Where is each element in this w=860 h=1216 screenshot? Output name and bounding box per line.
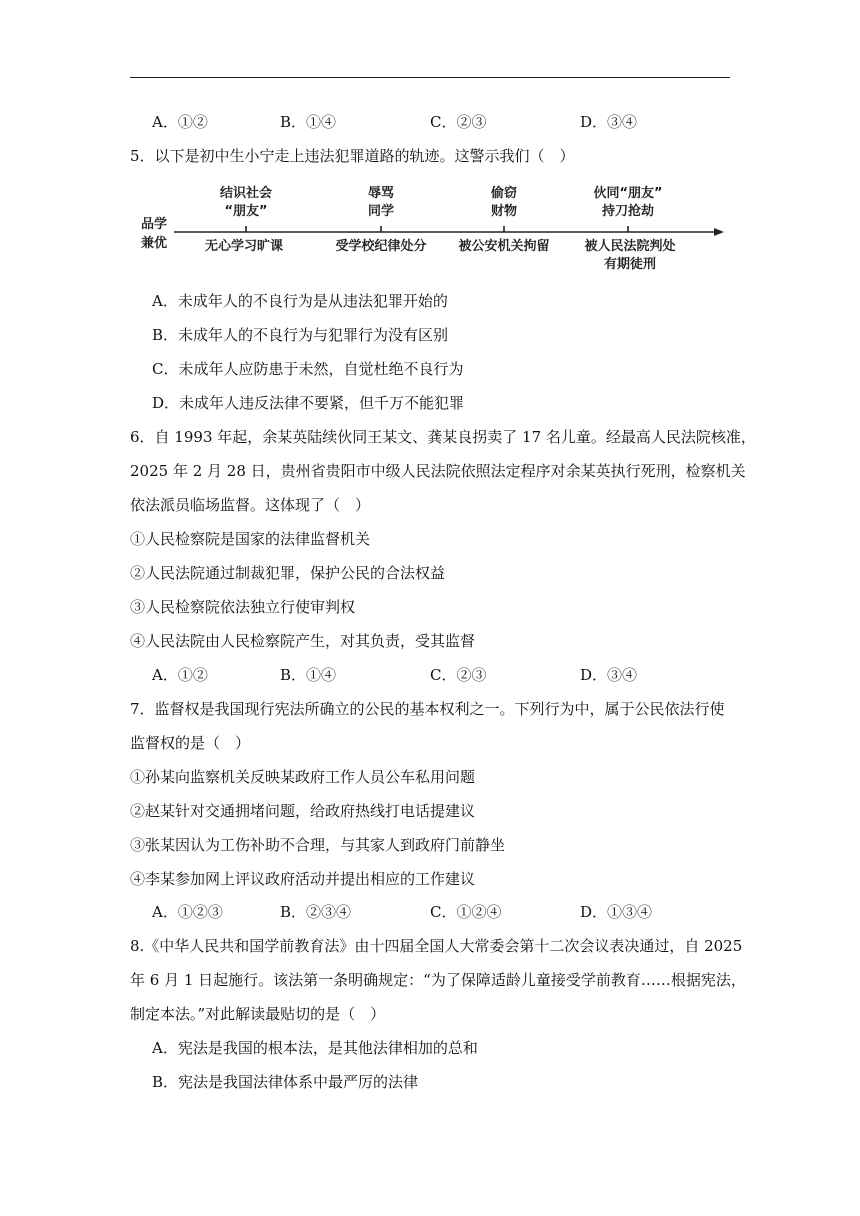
q7-option-a[interactable]: A．①②③ xyxy=(152,903,223,921)
timeline-below-2: 受学校纪律处分 xyxy=(335,239,427,254)
timeline-start-line-1: 品学 xyxy=(140,217,168,232)
q6-stem-line-1: 6．自 1993 年起，余某英陆续伙同王某文、龚某良拐卖了 17 名儿童。经最高人民法院核准， xyxy=(130,428,756,446)
q6-option-b[interactable]: B．①④ xyxy=(280,666,337,684)
timeline-above-3-line-2: 财物 xyxy=(490,204,518,219)
q8-option-a[interactable]: A．宪法是我国的根本法，是其他法律相加的总和 xyxy=(152,1039,478,1057)
q7-option-c[interactable]: C．①②④ xyxy=(430,903,502,921)
timeline-above-4-line-2: 持刀抢劫 xyxy=(601,204,655,219)
q7-stem-line-1: 7．监督权是我国现行宪法所确立的公民的基本权利之一。下列行为中，属于公民依法行使 xyxy=(130,700,725,718)
timeline-above-1-line-2: “朋友” xyxy=(224,204,268,219)
q6-option-c[interactable]: C．②③ xyxy=(430,666,487,684)
q7-item-3: ③张某因认为工伤补助不合理，与其家人到政府门前静坐 xyxy=(130,836,506,854)
q5-option-a[interactable]: A．未成年人的不良行为是从违法犯罪开始的 xyxy=(152,292,448,310)
q6-options xyxy=(152,665,672,685)
timeline-above-1-line-1: 结识社会 xyxy=(219,186,273,201)
q8-stem-line-3: 制定本法。”对此解读最贴切的是（ ） xyxy=(130,1005,386,1023)
q6-option-a[interactable]: A．①② xyxy=(152,666,208,684)
timeline-above-2-line-1: 辱骂 xyxy=(367,186,395,201)
q6-stem-line-3: 依法派员临场监督。这体现了（ ） xyxy=(130,496,371,514)
timeline-arrowhead xyxy=(714,228,724,236)
q6-item-4: ④人民法院由人民检察院产生，对其负责，受其监督 xyxy=(130,632,476,650)
timeline-below-4-line-1: 被人民法院判处 xyxy=(584,239,676,254)
timeline-below-3: 被公安机关拘留 xyxy=(458,239,550,254)
timeline-start-line-2: 兼优 xyxy=(140,236,168,251)
q7-options xyxy=(152,902,672,922)
q7-item-2: ②赵某针对交通拥堵问题，给政府热线打电话提建议 xyxy=(130,802,476,820)
q7-item-1: ①孙某向监察机关反映某政府工作人员公车私用问题 xyxy=(130,768,476,786)
timeline-above-4-line-1: 伙同“朋友” xyxy=(593,186,663,201)
q6-stem-line-2: 2025 年 2 月 28 日，贵州省贵阳市中级人民法院依照法定程序对余某英执行死刑，检察机关 xyxy=(130,462,746,480)
q6-item-1: ①人民检察院是国家的法律监督机关 xyxy=(130,530,371,548)
q8-option-b[interactable]: B．宪法是我国法律体系中最严厉的法律 xyxy=(152,1073,419,1091)
q5-stem: 5．以下是初中生小宁走上违法犯罪道路的轨迹。这警示我们（ ） xyxy=(130,147,575,165)
q8-stem-line-1: 8.《中华人民共和国学前教育法》由十四届全国人大常委会第十二次会议表决通过，自 2025 xyxy=(130,937,743,955)
q4-option-a[interactable]: A．①② xyxy=(152,113,208,131)
timeline-below-4-line-2: 有期徒刑 xyxy=(603,257,657,272)
timeline-above-3-line-1: 偷窃 xyxy=(490,186,518,201)
q8-stem-line-2: 年 6 月 1 日起施行。该法第一条明确规定：“为了保障适龄儿童接受学前教育……根据宪法， xyxy=(130,971,746,989)
q4-options xyxy=(152,112,672,132)
q6-item-2: ②人民法院通过制裁犯罪，保护公民的合法权益 xyxy=(130,564,446,582)
q7-option-d[interactable]: D．①③④ xyxy=(580,903,653,921)
q4-option-c[interactable]: C．②③ xyxy=(430,113,487,131)
q7-option-b[interactable]: B．②③④ xyxy=(280,903,352,921)
q7-stem-line-2: 监督权的是（ ） xyxy=(130,734,251,752)
q6-item-3: ③人民检察院依法独立行使审判权 xyxy=(130,598,356,616)
q4-option-d[interactable]: D．③④ xyxy=(580,113,638,131)
header-rule xyxy=(130,77,730,78)
q5-option-d[interactable]: D．未成年人违反法律不要紧，但千万不能犯罪 xyxy=(152,394,465,412)
q5-option-b[interactable]: B．未成年人的不良行为与犯罪行为没有区别 xyxy=(152,326,449,344)
q5-option-c[interactable]: C．未成年人应防患于未然，自觉杜绝不良行为 xyxy=(152,360,464,378)
q5-timeline-diagram xyxy=(136,180,736,272)
timeline-above-2-line-2: 同学 xyxy=(367,204,395,219)
q7-item-4: ④李某参加网上评议政府活动并提出相应的工作建议 xyxy=(130,870,476,888)
timeline-below-1: 无心学习旷课 xyxy=(204,239,284,254)
q4-option-b[interactable]: B．①④ xyxy=(280,113,337,131)
q6-option-d[interactable]: D．③④ xyxy=(580,666,638,684)
